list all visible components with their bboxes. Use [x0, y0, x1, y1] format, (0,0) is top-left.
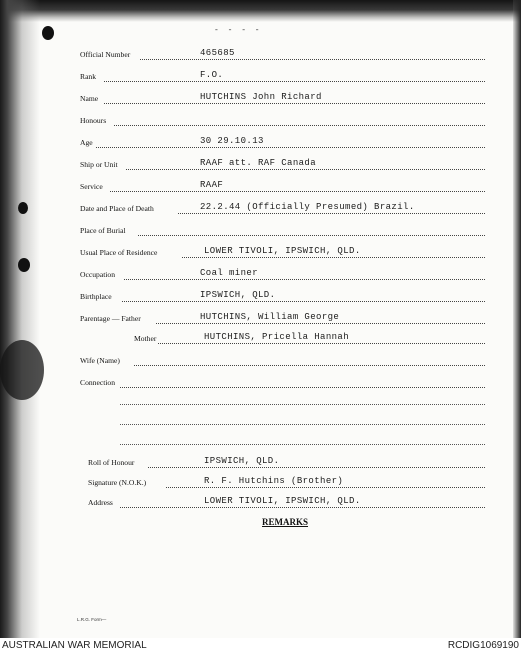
- label-connection: Connection: [80, 378, 116, 387]
- label-parentage-mother: Mother: [134, 334, 157, 343]
- label-rank: Rank: [80, 72, 97, 81]
- value-address: LOWER TIVOLI, IPSWICH, QLD.: [204, 496, 361, 506]
- label-birthplace: Birthplace: [80, 292, 112, 301]
- footer-record-id: RCDIG1069190: [447, 640, 519, 651]
- line-wife: [134, 356, 485, 366]
- row-roll-of-honour: [0, 458, 521, 474]
- value-official-number: 465685: [200, 48, 235, 58]
- value-date-place-death: 22.2.44 (Officially Presumed) Brazil.: [200, 202, 415, 212]
- line-age: [96, 138, 485, 148]
- line-honours: [114, 116, 485, 126]
- row-parentage-father: [0, 314, 521, 330]
- row-age: [0, 138, 521, 154]
- value-signature: R. F. Hutchins (Brother): [204, 476, 344, 486]
- line-occupation: [124, 270, 485, 280]
- label-wife: Wife (Name): [80, 356, 120, 365]
- line-service: [110, 182, 485, 192]
- label-honours: Honours: [80, 116, 107, 125]
- row-address: [0, 498, 521, 514]
- connection-line-3: [120, 424, 485, 425]
- row-service: [0, 182, 521, 198]
- footer-bar: [0, 638, 521, 654]
- connection-line-2: [120, 404, 485, 405]
- label-age: Age: [80, 138, 93, 147]
- label-signature: Signature (N.O.K.): [88, 478, 147, 487]
- value-age: 30 29.10.13: [200, 136, 264, 146]
- value-rank: F.O.: [200, 70, 224, 80]
- row-place-burial: [0, 226, 521, 242]
- label-ship-unit: Ship or Unit: [80, 160, 118, 169]
- line-official-number: [140, 50, 485, 60]
- row-usual-residence: [0, 248, 521, 264]
- value-occupation: Coal miner: [200, 268, 259, 278]
- label-roll-of-honour: Roll of Honour: [88, 458, 135, 467]
- row-birthplace: [0, 292, 521, 308]
- row-wife: [0, 356, 521, 372]
- scan-edge-top: [0, 0, 521, 22]
- row-signature: [0, 478, 521, 494]
- value-name: HUTCHINS John Richard: [200, 92, 322, 102]
- footer-institution: AUSTRALIAN WAR MEMORIAL: [2, 640, 147, 651]
- row-date-place-death: [0, 204, 521, 220]
- label-official-number: Official Number: [80, 50, 131, 59]
- remarks-heading: REMARKS: [262, 517, 309, 527]
- label-parentage-father: Parentage — Father: [80, 314, 141, 323]
- row-name: [0, 94, 521, 110]
- row-parentage-mother: [0, 334, 521, 350]
- row-honours: [0, 116, 521, 132]
- line-connection: [120, 378, 485, 388]
- label-occupation: Occupation: [80, 270, 116, 279]
- row-occupation: [0, 270, 521, 286]
- value-roll-of-honour: IPSWICH, QLD.: [204, 456, 280, 466]
- label-usual-residence: Usual Place of Residence: [80, 248, 158, 257]
- value-usual-residence: LOWER TIVOLI, IPSWICH, QLD.: [204, 246, 361, 256]
- line-rank: [104, 72, 485, 82]
- line-birthplace: [122, 292, 485, 302]
- punch-hole-icon: [42, 26, 54, 40]
- value-ship-unit: RAAF att. RAF Canada: [200, 158, 317, 168]
- label-date-place-death: Date and Place of Death: [80, 204, 154, 213]
- value-parentage-father: HUTCHINS, William George: [200, 312, 340, 322]
- label-address: Address: [88, 498, 113, 507]
- label-name: Name: [80, 94, 99, 103]
- label-place-burial: Place of Burial: [80, 226, 126, 235]
- row-connection: [0, 378, 521, 394]
- top-mark: - - - -: [214, 26, 262, 35]
- value-birthplace: IPSWICH, QLD.: [200, 290, 276, 300]
- value-service: RAAF: [200, 180, 224, 190]
- value-parentage-mother: HUTCHINS, Pricella Hannah: [204, 332, 350, 342]
- form-number: L.R.G. Form—: [77, 617, 107, 622]
- row-official-number: [0, 50, 521, 66]
- line-place-burial: [138, 226, 485, 236]
- row-rank: [0, 72, 521, 88]
- row-ship-unit: [0, 160, 521, 176]
- label-service: Service: [80, 182, 103, 191]
- line-roll-of-honour: [148, 458, 485, 468]
- connection-line-4: [120, 444, 485, 445]
